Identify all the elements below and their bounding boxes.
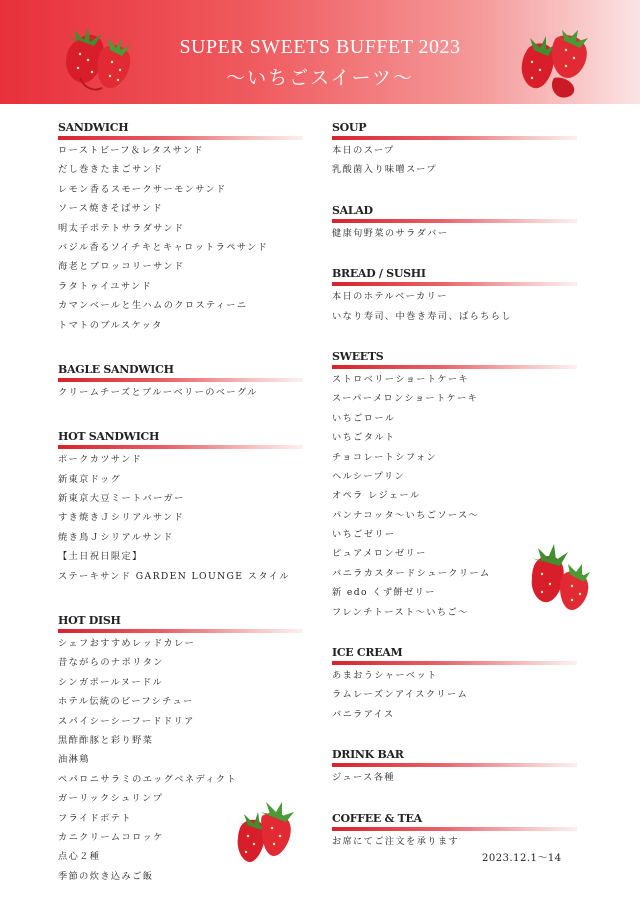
section-divider xyxy=(332,763,577,767)
menu-item: すき焼きＪシリアルサンド xyxy=(58,512,185,524)
menu-item: ポークカツサンド xyxy=(58,454,143,466)
menu-item: 健康旬野菜のサラダバー xyxy=(332,227,449,239)
menu-item: いちごロール xyxy=(332,412,396,424)
section-title: ICE CREAM xyxy=(332,646,403,660)
page-title: SUPER SWEETS BUFFET 2023 xyxy=(179,36,461,58)
menu-item: スパイシーシーフードドリア xyxy=(58,715,195,727)
menu-item: 本日のスープ xyxy=(332,145,395,156)
menu-item: チョコレートシフォン xyxy=(332,451,438,463)
menu-item: 焼き鳥Ｊシリアルサンド xyxy=(58,531,174,543)
menu-section-salad xyxy=(332,204,577,246)
section-title: SOUP xyxy=(332,121,367,134)
menu-item: バジル香るソイチキとキャロットラペサンド xyxy=(58,241,269,253)
menu-section-bread-sushi xyxy=(332,267,577,329)
menu-item: 点心２種 xyxy=(58,851,101,863)
section-divider xyxy=(332,136,577,140)
menu-item: 新東京ドッグ xyxy=(58,473,122,485)
menu-column-right xyxy=(332,121,577,854)
section-divider xyxy=(58,136,303,140)
menu-section-soup xyxy=(332,121,577,183)
menu-item: 季節の炊き込みご飯 xyxy=(58,870,154,882)
menu-section-sandwich xyxy=(58,121,303,338)
menu-item: ソース焼きそばサンド xyxy=(58,203,163,215)
menu-section-hot-sandwich xyxy=(58,430,303,589)
section-divider xyxy=(58,445,303,449)
menu-item: パンナコッタ〜いちごソース〜 xyxy=(332,509,480,521)
section-title: HOT DISH xyxy=(58,614,121,628)
menu-item: いなり寿司、中巻き寿司、ばらちらし xyxy=(332,310,512,322)
menu-item: 海老とブロッコリーサンド xyxy=(58,261,185,273)
section-divider xyxy=(58,378,303,382)
menu-item: 昔ながらのナポリタン xyxy=(58,657,164,669)
section-title: BREAD / SUSHI xyxy=(332,267,426,281)
menu-item: 黒酢酢豚と彩り野菜 xyxy=(58,734,154,746)
section-title: BAGLE SANDWICH xyxy=(58,362,174,376)
menu-item: ペパロニサラミのエッグベネディクト xyxy=(58,773,238,785)
menu-item: オペラ レジェール xyxy=(332,490,421,502)
menu-item: フレンチトースト〜いちご〜 xyxy=(332,606,469,618)
menu-item: お席にてご注文を承ります xyxy=(332,835,460,847)
page-subtitle: 〜いちごスイーツ〜 xyxy=(226,68,414,89)
menu-item: 新 edo くず餅ゼリー xyxy=(332,587,436,599)
menu-item: ストロベリーショートケーキ xyxy=(332,373,470,385)
section-divider xyxy=(332,661,577,665)
menu-item: ピュアメロンゼリー xyxy=(332,548,427,560)
menu-item: ステーキサンド GARDEN LOUNGE スタイル xyxy=(58,570,290,582)
menu-item: いちごゼリー xyxy=(332,529,396,541)
menu-item: カニクリームコロッケ xyxy=(58,831,164,843)
menu-item: あまおうシャーベット xyxy=(332,670,438,682)
menu-section-bagle-sandwich xyxy=(58,363,303,405)
menu-item: だし巻きたまごサンド xyxy=(58,164,164,176)
menu-item: 明太子ポテトサラダサンド xyxy=(58,222,185,234)
section-title: HOT SANDWICH xyxy=(58,430,160,444)
event-date: 2023.12.1〜14 xyxy=(482,853,562,864)
menu-item: 【土日祝日限定】 xyxy=(58,551,143,563)
menu-item: ジュース各種 xyxy=(332,772,395,784)
menu-item: フライドポテト xyxy=(58,812,132,824)
section-divider xyxy=(58,629,303,633)
strawberry-illustration-top-right xyxy=(516,28,596,100)
menu-column-left xyxy=(58,121,303,889)
section-title: DRINK BAR xyxy=(332,748,404,762)
menu-item: ヘルシープリン xyxy=(332,470,406,482)
menu-item: ガーリックシュリンプ xyxy=(58,793,164,805)
menu-item: 油淋鶏 xyxy=(58,754,90,766)
section-divider xyxy=(332,219,577,223)
menu-item: カマンベールと生ハムのクロスティーニ xyxy=(58,300,248,312)
menu-item: ラタトゥイユサンド xyxy=(58,280,153,292)
menu-item: バニラアイス xyxy=(332,708,395,720)
menu-section-drink-bar xyxy=(332,748,577,790)
menu-item: バニラカスタードシュークリーム xyxy=(332,567,491,579)
menu-item: シンガポールヌードル xyxy=(58,676,164,688)
menu-section-hot-dish xyxy=(58,614,303,889)
section-title: SWEETS xyxy=(332,349,384,363)
menu-section-sweets xyxy=(332,350,577,625)
menu-item: 乳酸菌入り味噌スープ xyxy=(332,164,437,176)
menu-item: クリームチーズとブルーベリーのベーグル xyxy=(58,386,258,398)
section-divider xyxy=(332,365,577,369)
menu-item: 新東京大豆ミートバーガー xyxy=(58,493,185,505)
menu-item: ラムレーズンアイスクリーム xyxy=(332,689,469,701)
menu-section-ice-cream xyxy=(332,646,577,727)
menu-item: 本日のホテルベーカリー xyxy=(332,291,448,303)
menu-item: ローストビーフ＆レタスサンド xyxy=(58,145,204,156)
section-title: COFFEE & TEA xyxy=(332,811,422,825)
section-title: SALAD xyxy=(332,203,373,217)
menu-item: シェフおすすめレッドカレー xyxy=(58,638,196,650)
strawberry-illustration-top-left xyxy=(58,26,138,96)
section-divider xyxy=(332,827,577,831)
menu-item: レモン香るスモークサーモンサンド xyxy=(58,183,227,195)
menu-section-coffee-tea xyxy=(332,812,577,854)
menu-item: いちごタルト xyxy=(332,432,396,444)
menu-item: ホテル伝統のビーフシチュー xyxy=(58,696,194,708)
section-divider xyxy=(332,282,577,286)
menu-item: トマトのブルスケッタ xyxy=(58,319,163,331)
menu-item: スーパーメロンショートケーキ xyxy=(332,393,479,405)
section-title: SANDWICH xyxy=(58,121,129,134)
